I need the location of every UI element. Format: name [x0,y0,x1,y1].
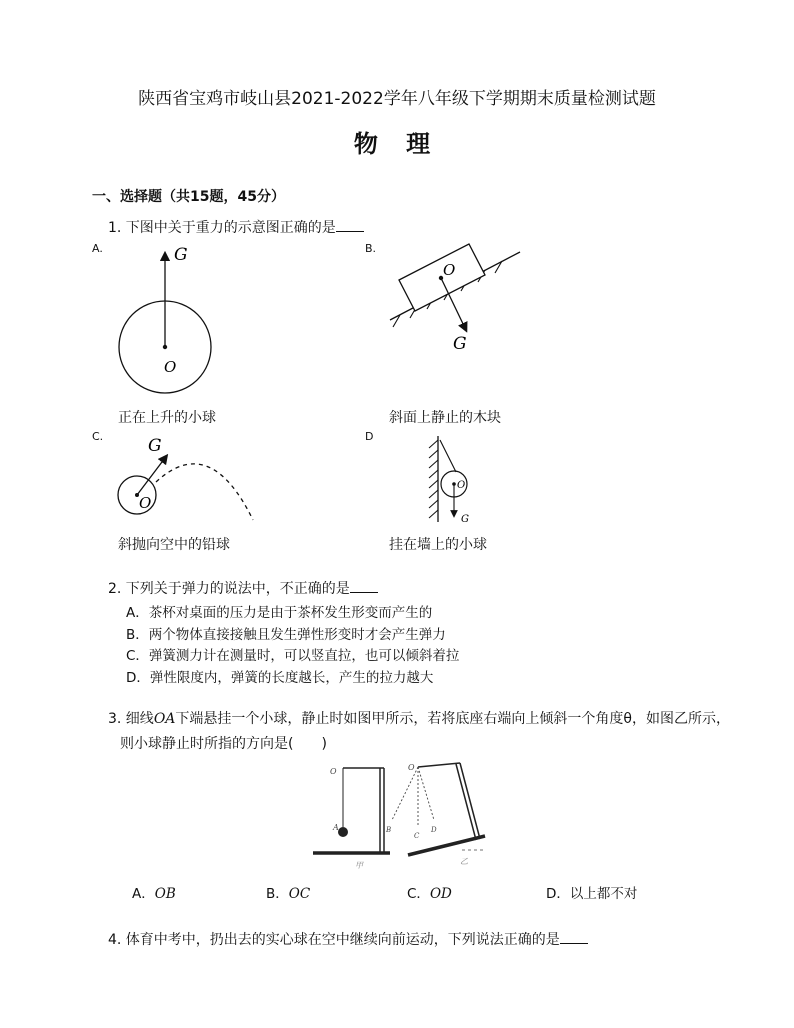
q3-option-b-letter: B． [266,886,289,902]
q3-option-d-value: 以上都不对 [569,886,638,902]
figure-jia [313,767,390,870]
force-label: G [453,334,467,354]
q3-option-c-value: OD [429,886,452,902]
question-4-stem [108,929,588,949]
q3-option-a [132,882,176,902]
svg-text:乙: 乙 [460,857,468,866]
q1-option-d-letter: D [365,430,374,443]
q1-option-b-letter: B. [365,242,377,255]
point-label: O [457,480,466,491]
subject-title: 物 理 [353,130,441,158]
q3-option-a-letter: A． [132,886,155,902]
svg-text:B: B [386,826,392,834]
question-2-stem [108,578,378,598]
point-label: O [443,261,456,279]
wall-hatch [429,440,438,518]
q3-option-c-letter: C． [407,886,430,902]
force-label: G [148,436,162,456]
question-3-stem-line1 [108,708,730,728]
svg-text:A: A [333,823,339,832]
question-1-text: 1. 下图中关于重力的示意图正确的是 [108,220,336,236]
q3-option-c [407,882,452,902]
q3-var-oa: OA [153,711,176,727]
svg-text:C: C [414,832,420,840]
center-point [163,345,167,349]
q1-option-a-caption: 正在上升的小球 [118,410,216,426]
q3-option-a-value: OB [154,886,176,902]
q2-option-a: A．茶杯对桌面的压力是由于茶杯发生形变而产生的 [126,605,433,621]
q1-option-a-letter: A. [92,242,103,255]
answer-blank [350,580,378,593]
trajectory-dashed [156,464,253,520]
question-3-stem-line2: 则小球静止时所指的方向是( ) [120,736,327,752]
answer-blank [560,931,588,944]
question-4-text: 4. 体育中考中，扔出去的实心球在空中继续向前运动，下列说法正确的是 [108,932,560,948]
q1-option-b-caption: 斜面上静止的木块 [389,410,501,426]
force-label: G [174,245,188,265]
point-label: O [164,358,177,376]
answer-blank [336,219,364,232]
q1-option-c-letter: C. [92,430,104,443]
q3-option-b [266,882,310,902]
q1-figure-a [110,240,220,380]
q2-option-c: C．弹簧测力计在测量时，可以竖直拉，也可以倾斜着拉 [126,648,460,664]
q3-option-d-letter: D． [546,886,570,902]
q1-figure-b [385,242,535,357]
q3-text-b: 下端悬挂一个小球，静止时如图甲所示，若将底座右端向上倾斜一个角度θ，如图乙所示， [175,711,730,727]
point-label: O [139,494,152,512]
q2-option-b: B．两个物体直接接触且发生弹性形变时才会产生弹力 [126,627,446,643]
q2-option-d: D．弹性限度内，弹簧的长度越长，产生的拉力越大 [126,670,434,686]
figure-yi [385,763,485,866]
svg-text:D: D [431,826,437,834]
exam-title: 陕西省宝鸡市岐山县2021-2022学年八年级下学期期末质量检测试题 [138,89,656,109]
question-1-stem [108,217,364,237]
q1-option-d-caption: 挂在墙上的小球 [389,537,487,553]
q3-figure [310,760,500,872]
q3-option-b-value: OC [288,886,311,902]
q1-option-c-caption: 斜抛向空中的铅球 [118,537,230,553]
q1-figure-c [110,432,260,527]
string-line [440,440,456,472]
q3-option-d [546,882,637,902]
q3-text-a: 3. 细线 [108,711,154,727]
svg-text:O: O [408,763,415,772]
question-2-text: 2. 下列关于弹力的说法中，不正确的是 [108,581,350,597]
section-heading: 一、选择题（共15题，45分） [92,189,285,205]
q1-figure-d [420,434,480,526]
svg-text:甲: 甲 [355,861,363,870]
svg-text:O: O [330,767,337,776]
force-label: G [461,514,469,525]
